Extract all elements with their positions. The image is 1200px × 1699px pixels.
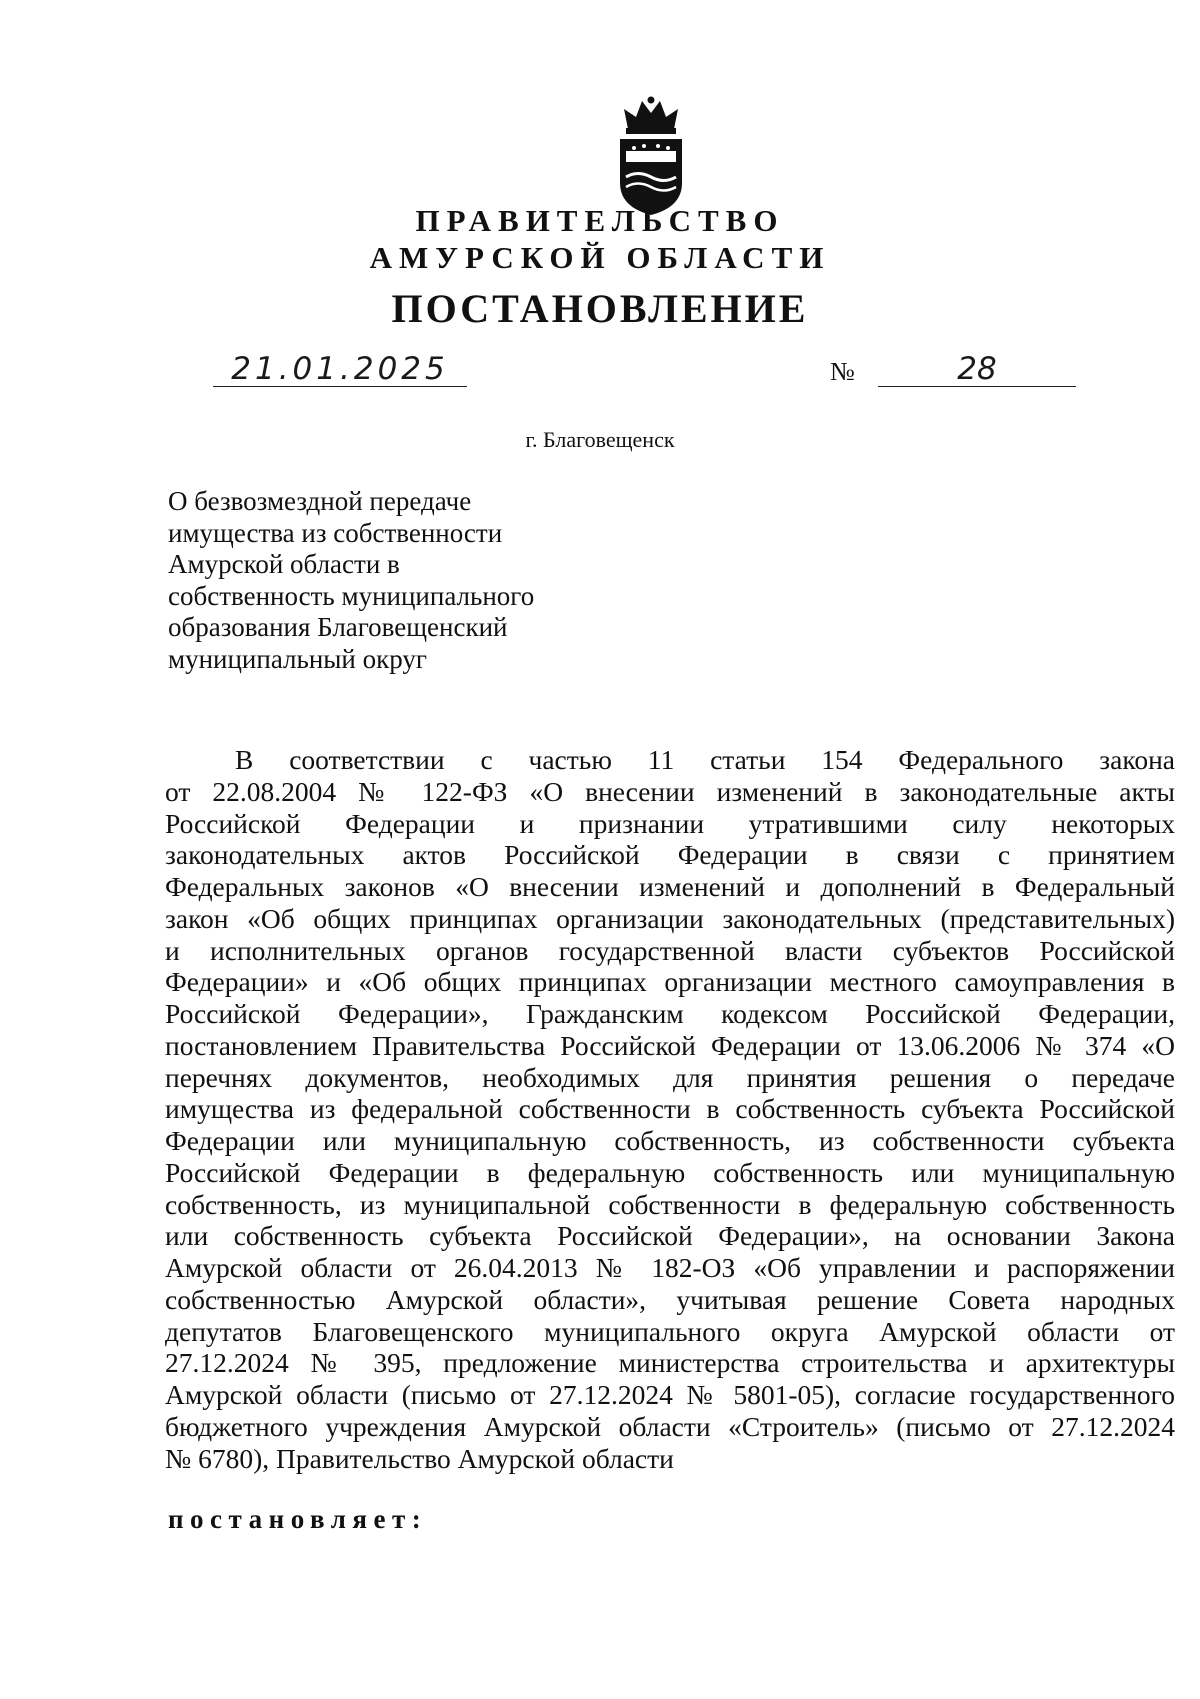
body-line: Российской Федерации и признании утратившими силу некоторых	[165, 807, 1175, 839]
body-line: Амурской области от 26.04.2013 № 182-ОЗ «Об управлении и распоряжении	[165, 1252, 1175, 1283]
body-line: собственностью Амурской области», учитывая решение Совета народных	[165, 1283, 1175, 1315]
city-line: г. Благовещенск	[525, 427, 675, 452]
handwritten-date: 21.01.2025	[213, 352, 467, 387]
body-line: В соответствии с частью 11 статьи 154 Федерального закона	[235, 744, 1175, 775]
subject-line: муниципальный округ	[168, 643, 427, 674]
body-line: депутатов Благовещенского муниципального округа Амурской области от	[165, 1315, 1175, 1347]
preamble-paragraph	[165, 744, 1175, 1474]
body-line: Федеральных законов «О внесении изменений и дополнений в Федеральный	[165, 871, 1175, 902]
body-line: № 6780), Правительство Амурской области	[165, 1442, 674, 1474]
body-line: 27.12.2024 № 395, предложение министерства строительства и архитектуры	[165, 1347, 1175, 1379]
handwritten-document-number: 28	[878, 352, 1076, 387]
body-line: Российской Федерации», Гражданским кодексом Российской Федерации,	[165, 998, 1175, 1029]
coat-of-arms-emblem	[614, 95, 688, 217]
body-line: или собственность субъекта Российской Федерации», на основании Закона	[165, 1220, 1175, 1252]
subject-line: имущества из собственности	[168, 517, 503, 548]
body-line: Федерации или муниципальную собственность, из собственности субъекта	[165, 1125, 1175, 1156]
number-label: №	[830, 357, 855, 386]
document-subject	[168, 486, 608, 676]
body-line: законодательных актов Российской Федерации в связи с принятием	[165, 839, 1175, 871]
crown-icon	[624, 97, 678, 135]
body-line: от 22.08.2004 № 122-ФЗ «О внесении изменений в законодательные акты	[165, 775, 1175, 807]
body-line: перечнях документов, необходимых для принятия решения о передаче	[165, 1061, 1175, 1093]
document-type-title: ПОСТАНОВЛЕНИЕ	[391, 286, 809, 331]
body-line: Российской Федерации в федеральную собственность или муниципальную	[165, 1156, 1175, 1188]
subject-line: О безвозмездной передаче	[168, 486, 472, 516]
body-line: Амурской области (письмо от 27.12.2024 № 5801-05), согласие государственного	[165, 1379, 1175, 1410]
body-line: Федерации» и «Об общих принципах организации местного самоуправления в	[165, 966, 1175, 998]
subject-line: собственность муниципального	[168, 580, 535, 611]
body-line: постановлением Правительства Российской Федерации от 13.06.2006 № 374 «О	[165, 1029, 1175, 1061]
organization-name-line-1: ПРАВИТЕЛЬСТВО	[415, 203, 785, 238]
organization-name-line-2: АМУРСКОЙ ОБЛАСТИ	[369, 240, 831, 275]
subject-line: образования Благовещенский	[168, 612, 508, 643]
body-line: собственность, из муниципальной собственности в федеральную собственность	[165, 1188, 1175, 1220]
body-line: и исполнительных органов государственной власти субъектов Российской	[165, 934, 1175, 966]
body-line: имущества из федеральной собственности в собственность субъекта Российской	[165, 1093, 1175, 1125]
body-line: закон «Об общих принципах организации законодательных (представительных)	[165, 902, 1175, 934]
resolution-keyword: постановляет:	[168, 1504, 428, 1534]
subject-line: Амурской области в	[168, 549, 400, 580]
body-line: бюджетного учреждения Амурской области «Строитель» (письмо от 27.12.2024	[165, 1410, 1175, 1442]
